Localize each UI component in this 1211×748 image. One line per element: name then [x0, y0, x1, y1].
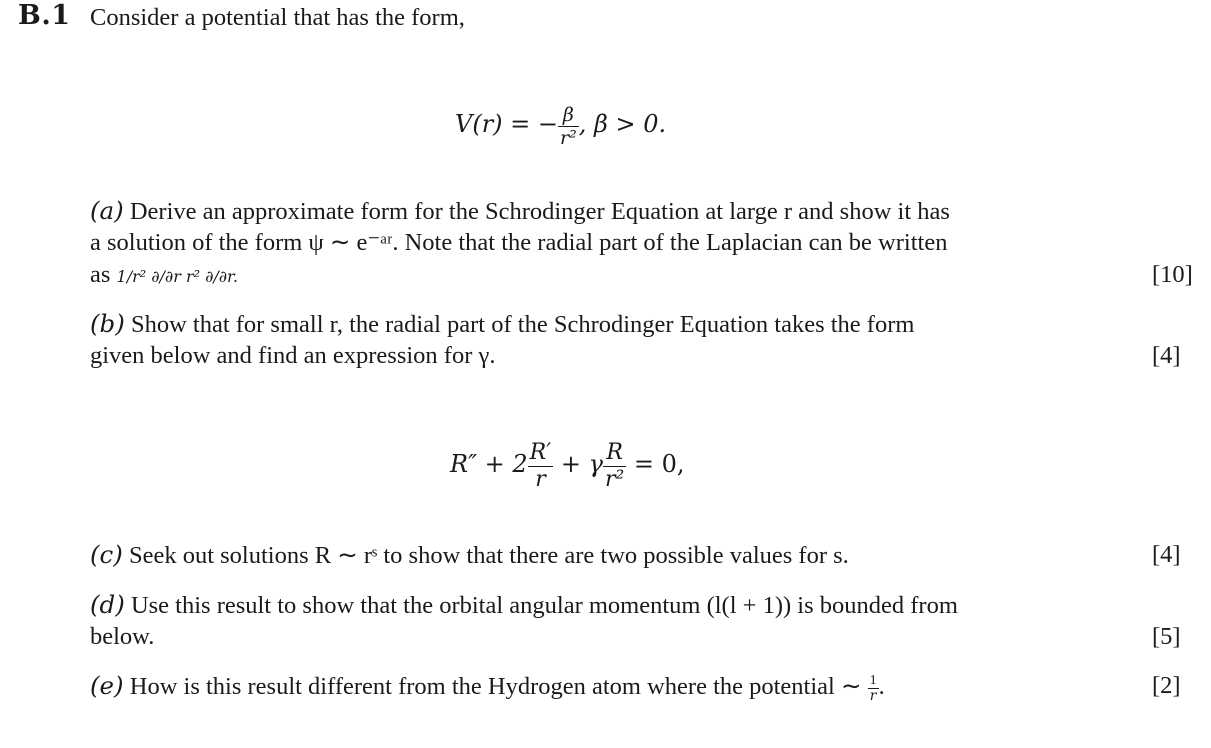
laplacian-expression: 1/r² ∂/∂r r² ∂/∂r. — [116, 267, 238, 286]
part-b-line-2: given below and find an expression for γ. — [90, 342, 496, 369]
fraction-numerator: β — [558, 104, 579, 127]
fraction-denominator: r — [869, 687, 877, 704]
equation-radial-end: = 0, — [626, 450, 685, 479]
part-a-marks: [10] — [1152, 261, 1193, 288]
part-a-line-2: a solution of the form ψ ∼ e⁻ᵃʳ. Note that the radial part of the Laplacian can be written — [90, 229, 948, 256]
part-d-label: (d) — [90, 590, 125, 619]
part-e-label: (e) — [90, 671, 124, 700]
part-e-line-1 — [90, 670, 885, 703]
fraction-denominator: r² — [560, 127, 577, 149]
fraction-denominator: r — [535, 467, 546, 492]
equation-radial — [450, 440, 685, 493]
equation-radial-fraction-2 — [603, 440, 626, 493]
part-a-text-1: Derive an approximate form for the Schrodinger Equation at large r and show it has — [129, 198, 950, 225]
question-intro: Consider a potential that has the form, — [90, 4, 465, 31]
part-a-line-3 — [90, 259, 238, 293]
part-d-marks: [5] — [1152, 623, 1181, 650]
part-d-line-1 — [90, 589, 958, 622]
fraction-numerator: 1 — [869, 672, 877, 688]
part-e-fraction — [868, 674, 879, 703]
part-d-text-1: Use this result to show that the orbital angular momentum (l(l + 1)) is bounded from — [130, 592, 958, 619]
fraction-numerator: R′ — [529, 440, 552, 465]
part-e-end: . — [878, 673, 885, 700]
part-e-text-1: How is this result different from the Hydrogen atom where the potential ∼ — [129, 673, 862, 700]
equation-potential-lhs: V(r) = − — [455, 110, 559, 139]
part-c-label: (c) — [90, 540, 123, 569]
equation-potential — [455, 104, 666, 149]
equation-potential-condition: , β > 0. — [578, 110, 667, 139]
equation-radial-term-1: R″ + 2 — [450, 450, 528, 479]
part-b-marks: [4] — [1152, 342, 1181, 369]
part-c-line-1 — [90, 539, 849, 572]
part-d-line-2: below. — [90, 623, 155, 650]
part-a-line-1 — [90, 195, 950, 228]
part-b-label: (b) — [90, 309, 125, 338]
part-e-marks: [2] — [1152, 672, 1181, 699]
part-b-line-1 — [90, 308, 914, 341]
equation-radial-fraction-1 — [528, 440, 554, 493]
fraction-numerator: R — [603, 440, 626, 467]
part-a-text-3-prefix: as — [90, 261, 111, 288]
part-a-label: (a) — [90, 196, 124, 225]
part-c-text-1: Seek out solutions R ∼ rˢ to show that there are two possible values for s. — [128, 542, 849, 569]
fraction-denominator: r² — [604, 467, 625, 492]
part-b-text-1: Show that for small r, the radial part of the Schrodinger Equation takes the form — [130, 311, 915, 338]
question-number: B.1 — [18, 0, 71, 31]
equation-radial-plus: + γ — [553, 450, 603, 479]
part-c-marks: [4] — [1152, 541, 1181, 568]
equation-potential-fraction — [558, 104, 579, 149]
